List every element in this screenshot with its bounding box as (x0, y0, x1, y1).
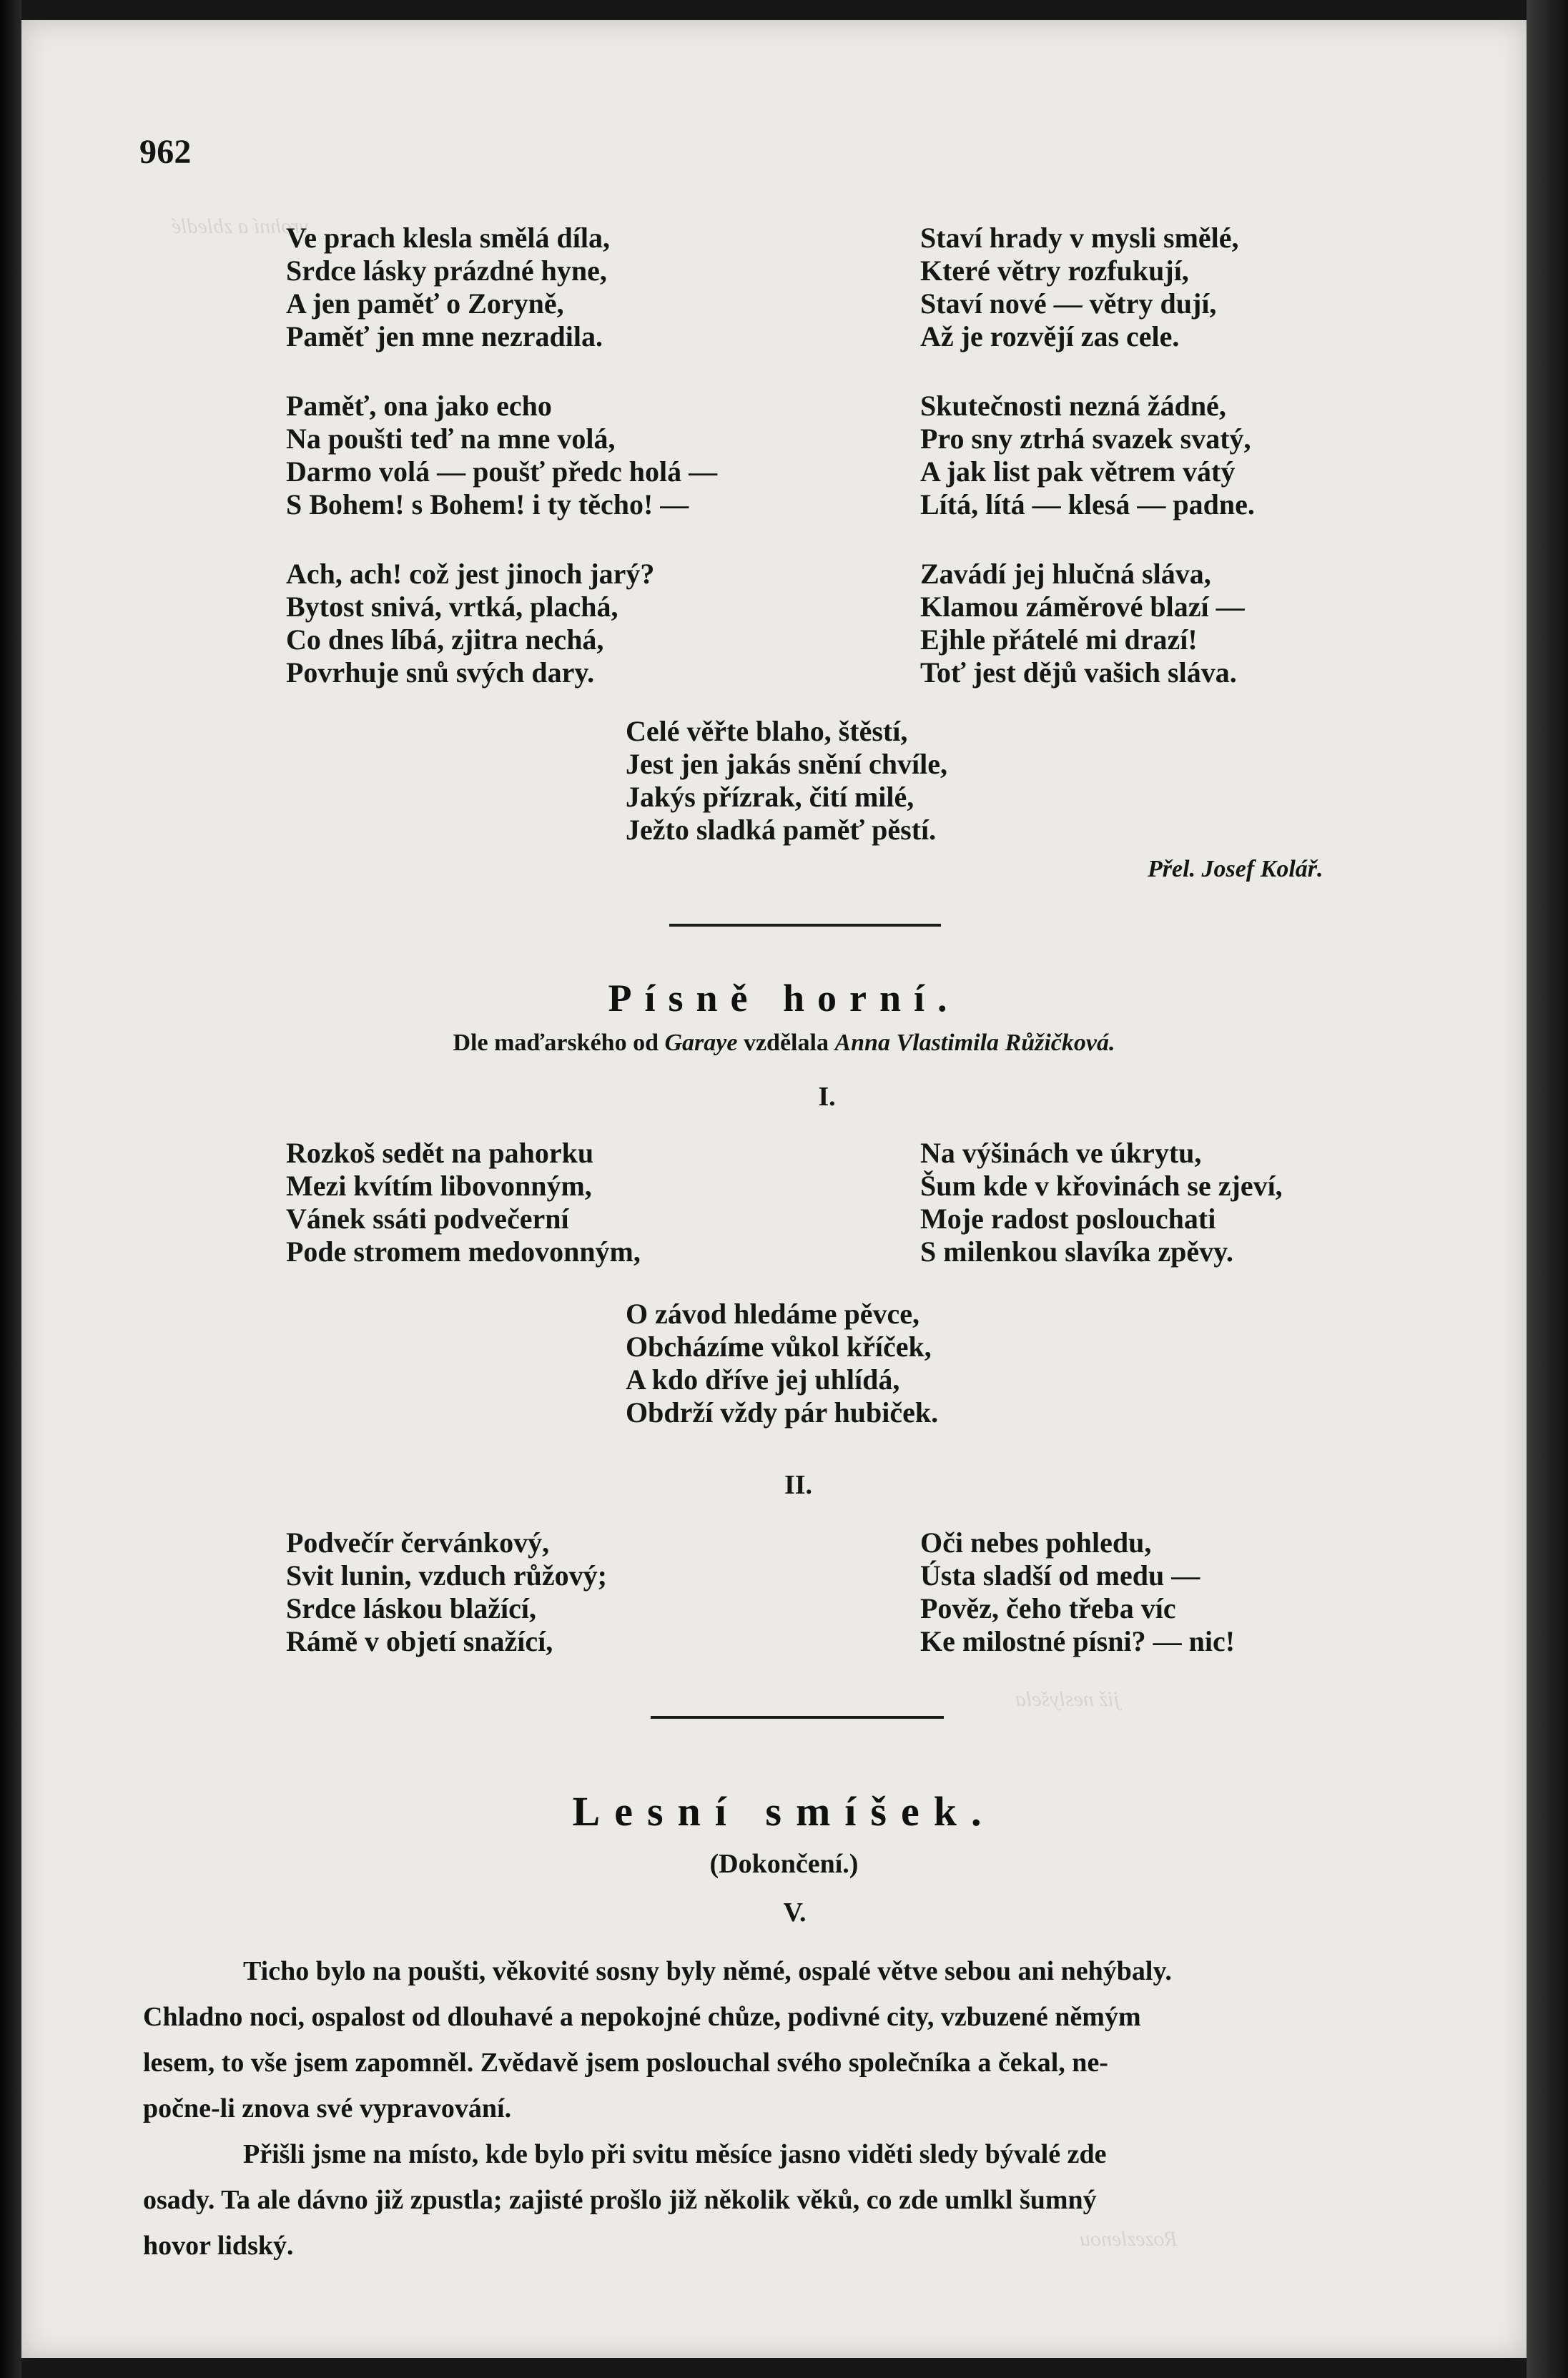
page-number: 962 (139, 133, 192, 171)
subtitle-middle: vzdělala (743, 1030, 829, 1056)
poem-line: Srdce láskou blažící, (286, 1592, 537, 1624)
paragraph-line: osady. Ta ale dávno již zpustla; zajisté prošlo již několik věků, co zde umlkl šumný (143, 2185, 1097, 2215)
translator-credit: Přel. Josef Kolář. (1148, 856, 1323, 882)
poem-stanza-right-3 (920, 558, 1245, 689)
section-divider (669, 924, 941, 927)
poem-line: Ve prach klesla smělá díla, (286, 222, 610, 254)
poem-line: Darmo volá — poušť předc holá — (286, 455, 718, 488)
poem-line: Paměť jen mne nezradila. (286, 320, 603, 352)
paragraph-line: lesem, to vše jsem zapomněl. Zvědavě jsem poslouchal svého společníka a čekal, ne- (143, 2048, 1108, 2078)
poem-line: Srdce lásky prázdné hyne, (286, 255, 607, 287)
poem-stanza-left-2 (286, 390, 717, 521)
poem-line: Na výšinách ve úkrytu, (920, 1137, 1202, 1169)
poem-line: Ke milostné písni? — nic! (920, 1625, 1236, 1657)
poem-line: S Bohem! s Bohem! i ty těcho! — (286, 488, 689, 521)
subtitle-prefix: Dle maďarského od (453, 1030, 659, 1056)
song-title: Písně horní. (608, 977, 960, 1020)
poem-stanza-right-2 (920, 390, 1255, 521)
poem-stanza-left-1 (286, 222, 610, 353)
subtitle-source: Garaye (664, 1030, 738, 1056)
poem-line: Povrhuje snů svých dary. (286, 656, 595, 689)
poem-line: Lítá, lítá — klesá — padne. (920, 488, 1255, 521)
poem-line: Obdrží vždy pár hubiček. (626, 1396, 939, 1429)
poem-line: Rozkoš sedět na pahorku (286, 1137, 594, 1169)
poem-line: Mezi kvítím libovonným, (286, 1170, 592, 1202)
poem-line: A jen paměť o Zoryně, (286, 287, 564, 320)
poem-line: Skutečnosti nezná žádné, (920, 390, 1226, 422)
poem-line: A kdo dříve jej uhlídá, (626, 1363, 900, 1396)
poem-line: Bytost snivá, vrtká, plachá, (286, 591, 618, 623)
poem-line: Staví nové — větry dují, (920, 287, 1217, 320)
poem-stanza-left-3 (286, 558, 654, 689)
song-part2-right (920, 1526, 1235, 1658)
paragraph-line: Ticho bylo na poušti, věkovité sosny byly němé, ospalé větve sebou ani nehýbaly. (243, 1956, 1172, 1986)
poem-line: Šum kde v křovinách se zjeví, (920, 1170, 1283, 1202)
poem-line: Ústa sladší od medu — (920, 1559, 1200, 1592)
paragraph-line: Chladno noci, ospalost od dlouhavé a nepokojné chůze, podivné city, vzbuzené němým (143, 2002, 1141, 2032)
song-subtitle (0, 1030, 1568, 1057)
poem-line: Pro sny ztrhá svazek svatý, (920, 423, 1251, 455)
story-paragraph (143, 1948, 1451, 2269)
song-part2-left (286, 1526, 607, 1658)
bleed-through-text: vrohní a zbledlé (172, 214, 310, 238)
part-label: I. (818, 1082, 836, 1112)
poem-stanza-right-1 (920, 222, 1239, 353)
poem-line: Obcházíme vůkol kříček, (626, 1331, 932, 1363)
poem-line: Oči nebes pohledu, (920, 1526, 1152, 1559)
song-part1-center (626, 1298, 938, 1429)
bleed-through-text: Rozezlenou (1080, 2227, 1178, 2251)
poem-line: Které větry rozfukují, (920, 255, 1189, 287)
song-part1-right (920, 1137, 1283, 1268)
poem-line: Rámě v objetí snažící, (286, 1625, 553, 1657)
poem-line: Co dnes líbá, zjitra nechá, (286, 623, 604, 656)
poem-line: Až je rozvějí zas cele. (920, 320, 1180, 352)
poem-line: S milenkou slavíka zpěvy. (920, 1235, 1233, 1268)
poem-line: Celé věřte blaho, štěstí, (626, 715, 908, 747)
poem-line: Na poušti teď na mne volá, (286, 423, 616, 455)
paragraph-line: Přišli jsme na místo, kde bylo při svitu měsíce jasno viděti sledy bývalé zde (243, 2139, 1107, 2169)
poem-line: Staví hrady v mysli smělé, (920, 222, 1239, 254)
paragraph-line: počne-li znova své vypravování. (143, 2093, 512, 2123)
bleed-through-text: již neslyšela (1015, 1687, 1120, 1711)
story-subtitle: (Dokončení.) (709, 1849, 859, 1879)
poem-line: Ježto sladká paměť pěstí. (626, 814, 937, 846)
poem-stanza-center (626, 715, 947, 847)
poem-line: Pode stromem medovonným, (286, 1235, 641, 1268)
scan-right-edge (1527, 0, 1568, 2378)
poem-line: Jakýs přízrak, čití milé, (626, 781, 914, 813)
poem-line: Toť jest dějů vašich sláva. (920, 656, 1237, 689)
paragraph-line: hovor lidský. (143, 2231, 294, 2261)
poem-line: Pověz, čeho třeba víc (920, 1592, 1176, 1624)
poem-line: Svit lunin, vzduch růžový; (286, 1559, 607, 1592)
poem-line: Zavádí jej hlučná sláva, (920, 558, 1211, 590)
poem-line: Vánek ssáti podvečerní (286, 1203, 569, 1235)
poem-line: Ach, ach! což jest jinoch jarý? (286, 558, 655, 590)
poem-line: A jak list pak větrem vátý (920, 455, 1236, 488)
poem-line: Klamou záměrové blazí — (920, 591, 1245, 623)
song-part1-left (286, 1137, 641, 1268)
poem-line: Podvečír červánkový, (286, 1526, 550, 1559)
chapter-label: V. (783, 1898, 807, 1928)
poem-line: Paměť, ona jako echo (286, 390, 552, 422)
part-label: II. (784, 1470, 813, 1500)
story-title: Lesní smíšek. (572, 1788, 996, 1835)
section-divider (651, 1716, 944, 1719)
poem-line: Ejhle přátelé mi drazí! (920, 623, 1198, 656)
poem-line: Moje radost poslouchati (920, 1203, 1216, 1235)
scan-left-edge (0, 0, 21, 2378)
poem-line: O závod hledáme pěvce, (626, 1298, 920, 1330)
subtitle-author: Anna Vlastimila Růžičková. (834, 1030, 1115, 1056)
poem-line: Jest jen jakás snění chvíle, (626, 748, 947, 780)
